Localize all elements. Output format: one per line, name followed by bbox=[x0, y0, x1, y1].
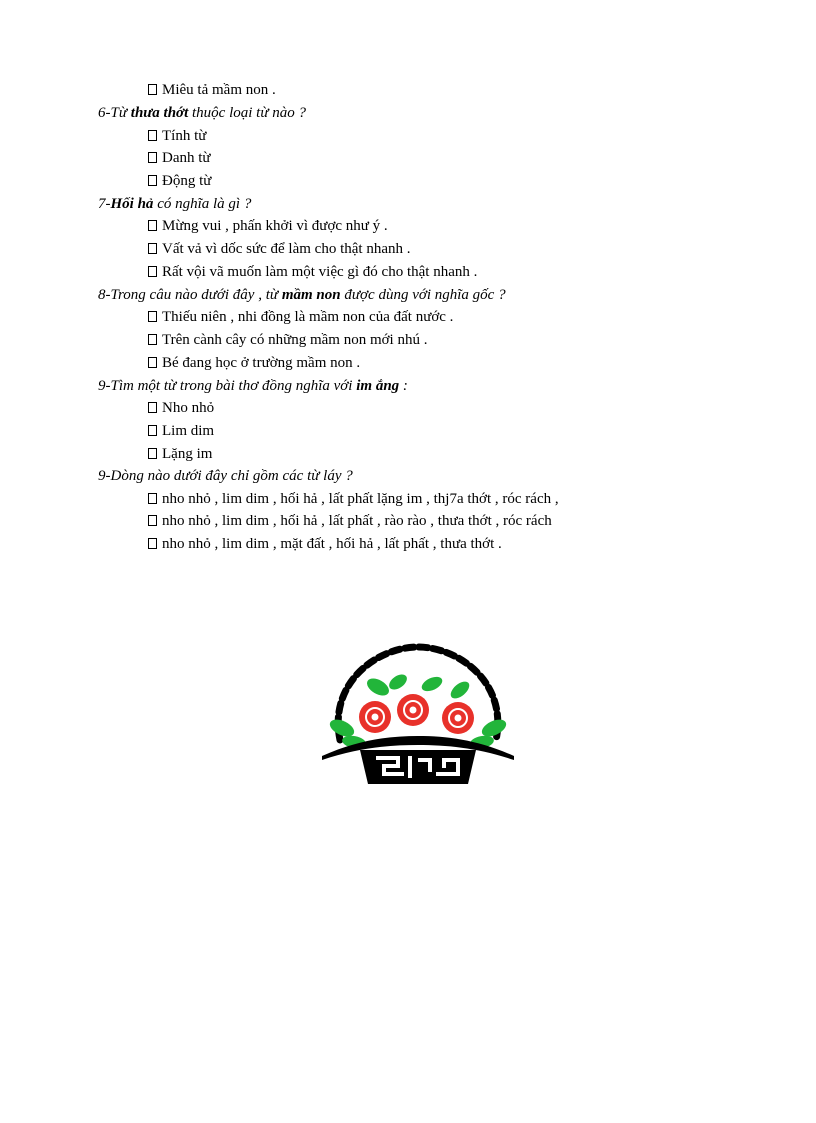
checkbox-icon[interactable] bbox=[148, 334, 157, 345]
answer-option: Trên cành cây có những mầm non mới nhú . bbox=[148, 330, 427, 350]
answer-option: Lặng im bbox=[148, 444, 212, 464]
answer-option: Vất vả vì dốc sức để làm cho thật nhanh . bbox=[148, 239, 410, 259]
rose-basket-clipart bbox=[318, 642, 518, 788]
answer-option: Thiếu niên , nhi đồng là mầm non của đất nước . bbox=[148, 307, 453, 327]
answer-option: Tính từ bbox=[148, 126, 206, 146]
checkbox-icon[interactable] bbox=[148, 448, 157, 459]
question-7: 7-Hối hả có nghĩa là gì ? bbox=[98, 196, 252, 212]
answer-option: nho nhỏ , lim dim , mặt đất , hối hả , lất phất , thưa thớt . bbox=[148, 534, 502, 554]
answer-option: Động từ bbox=[148, 171, 211, 191]
checkbox-icon[interactable] bbox=[148, 266, 157, 277]
checkbox-icon[interactable] bbox=[148, 538, 157, 549]
question-8: 8-Trong câu nào dưới đây , từ mầm non được dùng với nghĩa gốc ? bbox=[98, 287, 506, 303]
checkbox-icon[interactable] bbox=[148, 402, 157, 413]
checkbox-icon[interactable] bbox=[148, 175, 157, 186]
answer-option: nho nhỏ , lim dim , hối hả , lất phất , rào rào , thưa thớt , róc rách bbox=[148, 511, 552, 531]
basket-body bbox=[360, 750, 476, 784]
checkbox-icon[interactable] bbox=[148, 243, 157, 254]
checkbox-icon[interactable] bbox=[148, 220, 157, 231]
answer-option: Lim dim bbox=[148, 421, 214, 441]
checkbox-icon[interactable] bbox=[148, 493, 157, 504]
answer-option: Danh từ bbox=[148, 148, 211, 168]
checkbox-icon[interactable] bbox=[148, 515, 157, 526]
answer-option: Rất vội vã muốn làm một việc gì đó cho thật nhanh . bbox=[148, 262, 477, 282]
question-6: 6-Từ thưa thớt thuộc loại từ nào ? bbox=[98, 105, 307, 121]
checkbox-icon[interactable] bbox=[148, 357, 157, 368]
checkbox-icon[interactable] bbox=[148, 311, 157, 322]
checkbox-icon[interactable] bbox=[148, 425, 157, 436]
checkbox-icon[interactable] bbox=[148, 130, 157, 141]
question-9-reduplicative: 9-Dòng nào dưới đây chỉ gồm các từ láy ? bbox=[98, 468, 353, 484]
answer-option: Mừng vui , phấn khởi vì được như ý . bbox=[148, 216, 388, 236]
roses bbox=[359, 694, 474, 734]
answer-option: Nho nhỏ bbox=[148, 398, 214, 418]
answer-option: Miêu tả mầm non . bbox=[148, 80, 276, 100]
question-9-synonym: 9-Tìm một từ trong bài thơ đồng nghĩa với im ắng : bbox=[98, 378, 408, 394]
checkbox-icon[interactable] bbox=[148, 152, 157, 163]
answer-option: Bé đang học ở trường mầm non . bbox=[148, 353, 360, 373]
checkbox-icon[interactable] bbox=[148, 84, 157, 95]
answer-option: nho nhỏ , lim dim , hối hả , lất phất lặng im , thj7a thớt , róc rách , bbox=[148, 489, 559, 509]
